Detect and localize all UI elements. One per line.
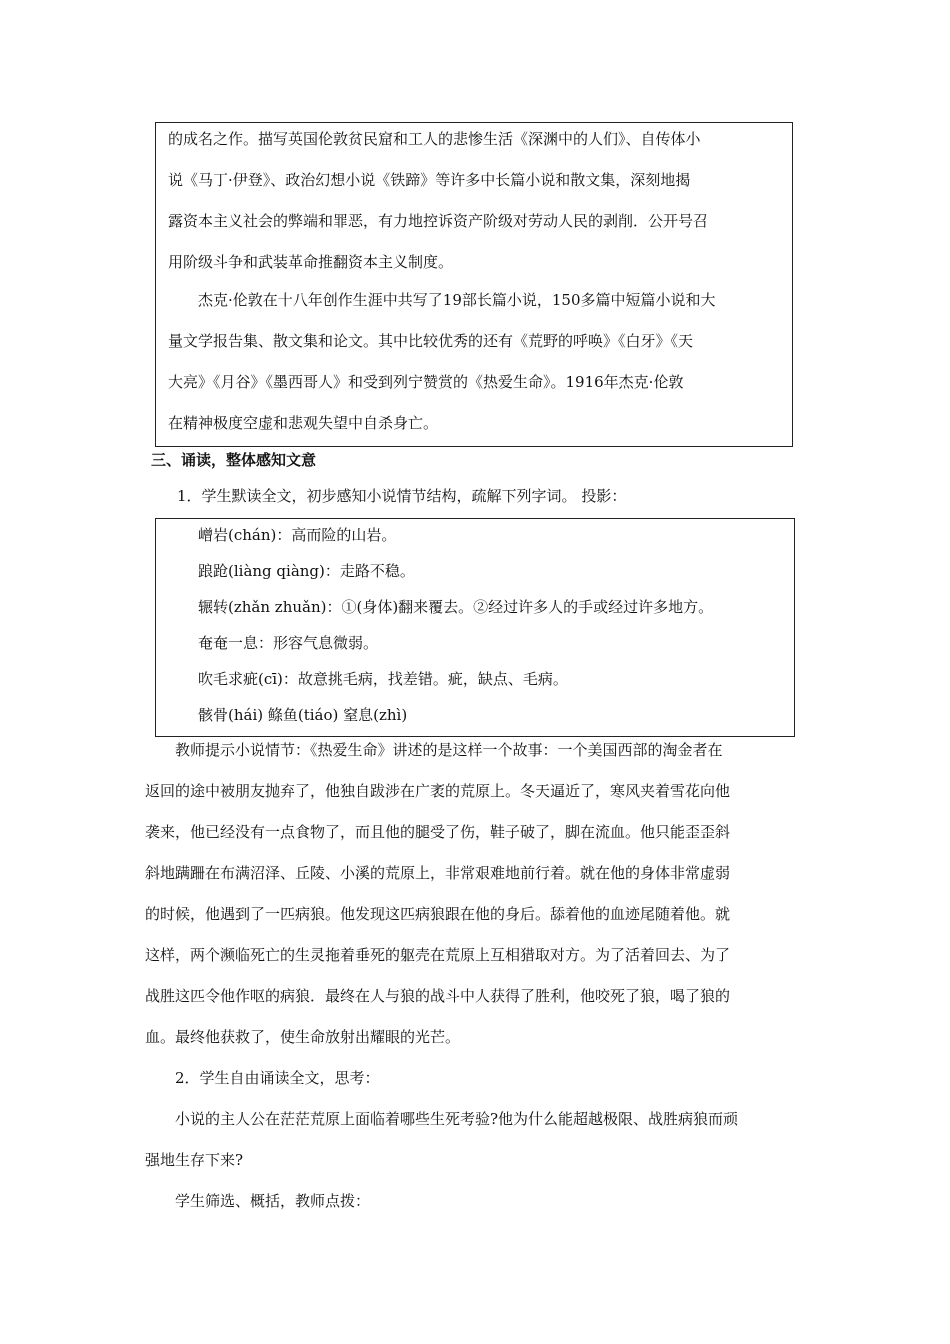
vocabulary-box [155,518,795,737]
bio-line: 露资本主义社会的弊端和罪恶，有力地控诉资产阶级对劳动人民的剥削．公开号召 [168,212,709,230]
bio-line: 杰克·伦敦在十八年创作生涯中共写了19部长篇小说，150多篇中短篇小说和大 [198,291,716,309]
section-heading: 三、诵读，整体感知文意 [151,451,317,469]
guide-line: 学生筛选、概括，教师点拨： [175,1192,371,1210]
bio-line: 的成名之作。描写英国伦敦贫民窟和工人的悲惨生活《深渊中的人们》、自传体小 [168,130,701,148]
plot-line: 返回的途中被朋友抛弃了，他独自跋涉在广袤的荒原上。冬天逼近了，寒风夹着雪花向他 [145,782,731,800]
bio-line: 量文学报告集、散文集和论文。其中比较优秀的还有《荒野的呼唤》《白牙》《天 [168,332,694,350]
plot-line: 这样，两个濒临死亡的生灵拖着垂死的躯壳在荒原上互相猎取对方。为了活着回去、为了 [145,946,731,964]
biography-box [155,122,793,447]
vocab-entry: 辗转(zhǎn zhuǎn)：①(身体)翻来覆去。②经过许多人的手或经过许多地方。 [198,598,714,616]
plot-line: 战胜这匹令他作呕的病狼．最终在人与狼的战斗中人获得了胜利，他咬死了狼，喝了狼的 [145,987,731,1005]
bio-line: 用阶级斗争和武装革命推翻资本主义制度。 [168,253,454,271]
bio-line: 说《马丁·伊登》、政治幻想小说《铁蹄》等许多中长篇小说和散文集，深刻地揭 [168,171,691,189]
vocab-entry: 奄奄一息：形容气息微弱。 [198,634,379,652]
item-2: 2．学生自由诵读全文，思考： [175,1069,380,1087]
vocab-entry: 吹毛求疵(cī)：故意挑毛病，找差错。疵，缺点、毛病。 [198,670,568,688]
plot-line: 的时候，他遇到了一匹病狼。他发现这匹病狼跟在他的身后。舔着他的血迹尾随着他。就 [145,905,731,923]
bio-line: 大亮》《月谷》《墨西哥人》和受到列宁赞赏的《热爱生命》。1916年杰克·伦敦 [168,373,684,391]
vocab-entry: 骸骨(hái) 鲦鱼(tiáo) 窒息(zhì) [198,706,408,724]
plot-line: 袭来，他已经没有一点食物了，而且他的腿受了伤，鞋子破了，脚在流血。他只能歪歪斜 [145,823,731,841]
plot-line: 血。最终他获救了，使生命放射出耀眼的光芒。 [145,1028,461,1046]
bio-line: 在精神极度空虚和悲观失望中自杀身亡。 [168,414,439,432]
plot-line: 教师提示小说情节：《热爱生命》讲述的是这样一个故事：一个美国西部的淘金者在 [175,741,723,759]
plot-line: 斜地蹒跚在布满沼泽、丘陵、小溪的荒原上，非常艰难地前行着。就在他的身体非常虚弱 [145,864,731,882]
question-line: 强地生存下来? [145,1151,244,1169]
item-1: 1．学生默读全文，初步感知小说情节结构，疏解下列字词。 投影： [177,487,627,505]
vocab-entry: 嶒岩(chán)：高而险的山岩。 [198,526,397,544]
vocab-entry: 踉跄(liàng qiàng)：走路不稳。 [198,562,415,580]
question-line: 小说的主人公在茫茫荒原上面临着哪些生死考验?他为什么能超越极限、战胜病狼而顽 [175,1110,739,1128]
